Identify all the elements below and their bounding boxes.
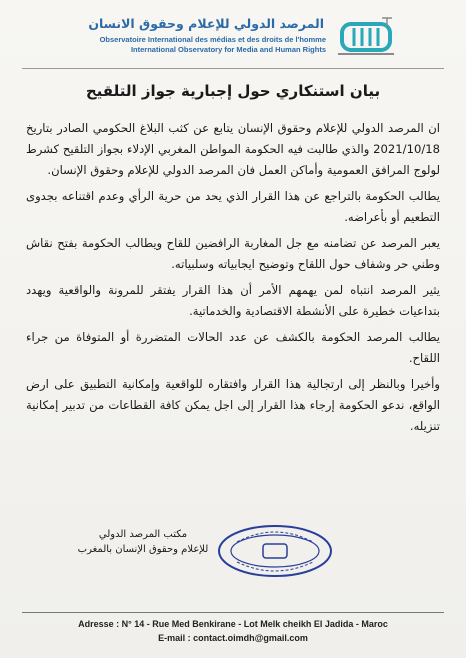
document-title: بيان استنكاري حول إجبارية جواز التلقيح (85, 82, 381, 100)
header-divider (22, 68, 444, 69)
paragraph-solidarity: يعبر المرصد عن تضامنه مع جل المغاربة الرافضين للقاح ويطالب الحكومة بفتح نقاش وطني حر وشفاف حول اللقاح وتوضيح ايجابياته وسلبياته. (26, 236, 440, 271)
paragraph-warning: يثير المرصد انتباه لمن يهمهم الأمر أن هذا القرار يفتقر للمرونة والواقعية ويهدد بتداعيات خطيرة على الأنشطة الاقتصادية والخدماتية. (26, 283, 440, 318)
footer-address: Adresse : N° 14 - Rue Med Benkirane - Lot Melk cheikh El Jadida - Maroc (78, 619, 388, 629)
scales-pen-logo-icon (336, 14, 396, 60)
signature-line-1: مكتب المرصد الدولي (98, 529, 188, 540)
paragraph-demand-retract: يطالب الحكومة بالتراجع عن هذا القرار الذي يحد من حرية الرأي وعدم اقتناعه بجدوى التطعيم أو بأعراضه. (26, 189, 440, 224)
org-name-arabic: المرصد الدولي للإعلام وحقوق الانسان (88, 16, 324, 31)
letterhead (0, 8, 466, 70)
org-name-french: Observatoire International des médias et des droits de l'homme (99, 35, 326, 44)
footer-divider (22, 612, 444, 613)
organization-stamp-icon (215, 522, 335, 580)
signature-block (68, 527, 218, 557)
paragraph-intro: ان المرصد الدولي للإعلام وحقوق الإنسان يتابع عن كثب البلاغ الحكومي الصادر بتاريخ 2021/10/18 والذي طالبت فيه الحكومة المواطن المغربي الإدلاء بجواز التلقيح كشرط لولوج المرافق العمومية وأماكن العمل فان المرصد الدولي للإعلام وحقوق الإنسان. (26, 121, 440, 177)
signature-line-2: للإعلام وحقوق الإنسان بالمغرب (77, 544, 209, 555)
org-name-english: International Observatory for Media and Human Rights (130, 45, 326, 54)
footer-email[interactable]: E-mail : contact.oimdh@gmail.com (158, 633, 308, 643)
paragraph-disclosure: يطالب المرصد الحكومة بالكشف عن عدد الحالات المتضررة أو المتوفاة من جراء اللقاح. (26, 330, 440, 365)
paragraph-conclusion: وأخيرا وبالنظر إلى ارتجالية هذا القرار وافتقاره للواقعية وإمكانية التطبيق على ارض الواقع، ندعو الحكومة إرجاء هذا القرار إلى اجل يمكن كافة القطاعات من تدبير إمكانية تنزيله. (26, 377, 440, 433)
statement-body (26, 118, 440, 442)
